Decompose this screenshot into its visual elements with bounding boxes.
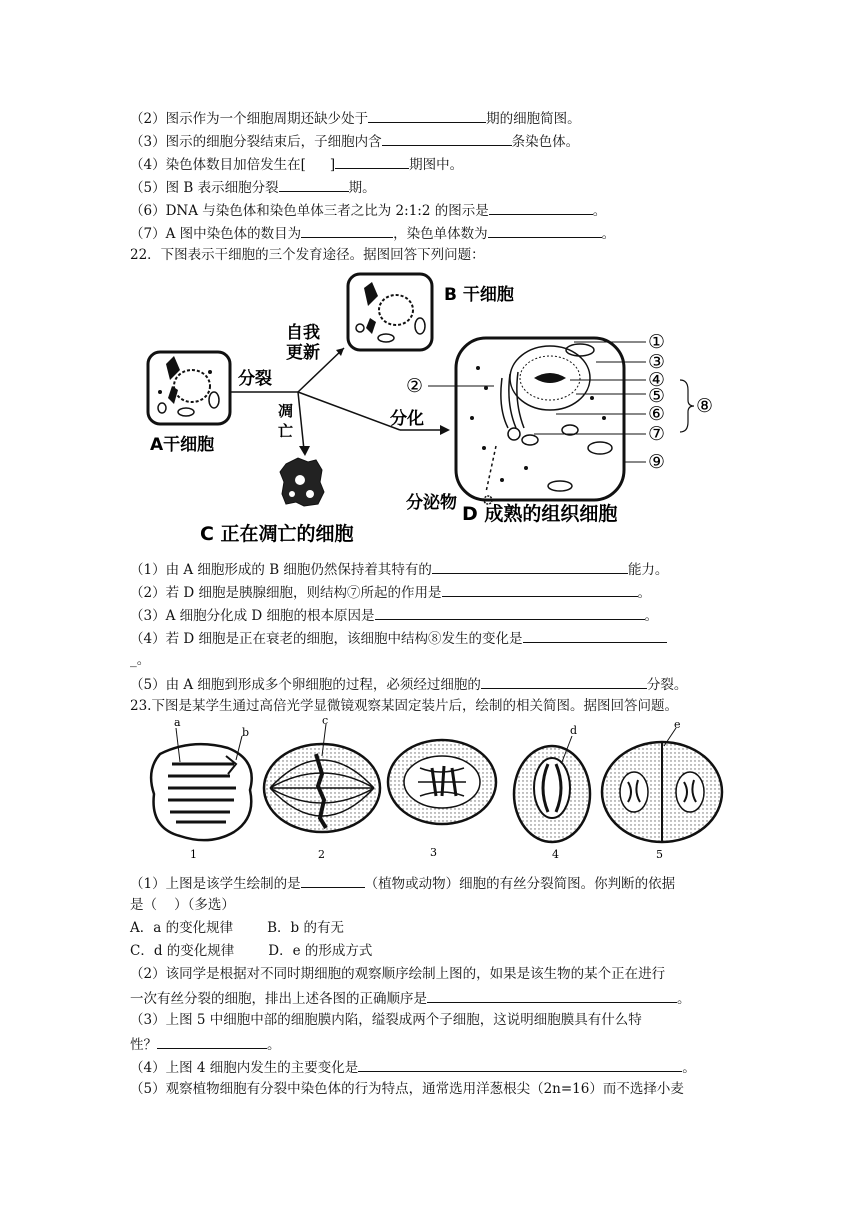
option-c[interactable]: C．d 的变化规律 [130,943,235,959]
answer-blank[interactable] [279,177,349,192]
q23-stem: 23.下图是某学生通过高倍光学显微镜观察某固定装片后，绘制的相关简图。据图回答问题。 [130,698,678,714]
marker-2: ② [406,375,424,397]
marker-6: ⑥ [648,403,666,425]
cell-b [348,274,432,350]
number-2: 2 [318,848,325,861]
q23-line-2a: （2）该同学是根据对不同时期细胞的观察顺序绘制上图的，如果是该生物的某个正在进行 [130,966,666,982]
answer-blank[interactable] [301,223,393,238]
cell-d-label: D 成熟的组织细胞 [462,503,618,525]
secretion-label: 分泌物 [406,493,457,513]
option-b[interactable]: B．b 的有无 [267,920,344,936]
cell-1 [151,728,252,840]
q23-line-4: （4）上图 4 细胞内发生的主要变化是 。 [130,1057,696,1077]
q22-line-4b: _。 [130,652,151,668]
cell-4 [514,736,590,842]
q21-line-5: （5）图 B 表示细胞分裂 期。 [130,177,376,197]
q23-option-row-2 [130,942,372,960]
cell-c-label: C 正在凋亡的细胞 [200,523,354,545]
marker-3: ③ [648,351,666,373]
q23-option-row-1 [130,919,344,937]
answer-blank[interactable] [368,108,486,123]
answer-blank[interactable] [358,1057,682,1072]
answer-blank[interactable] [489,200,593,215]
q21-line-3: （3）图示的细胞分裂结束后，子细胞内含 条染色体。 [130,131,579,151]
q22-line-3: （3）A 细胞分化成 D 细胞的根本原因是 。 [130,605,658,625]
q22-line-1: （1）由 A 细胞形成的 B 细胞仍然保持着其特有的 能力。 [130,559,668,579]
cell-3 [388,740,496,824]
letter-c: c [322,716,329,727]
marker-8: ⑧ [696,395,714,417]
cell-2 [264,724,380,832]
number-1: 1 [190,848,197,861]
answer-blank[interactable] [375,605,645,620]
q23-line-1b: 是（ ）（多选） [130,897,235,913]
cell-5 [602,728,722,842]
q22-stem: 22．下图表示干细胞的三个发育途径。据图回答下列问题： [130,247,485,263]
answer-blank[interactable] [442,582,638,597]
cell-a-label: A干细胞 [150,435,215,455]
q23-line-3b: 性？ 。 [130,1034,281,1054]
answer-blank[interactable] [335,154,409,169]
q21-line-6: （6）DNA 与染色体和染色单体三者之比为 2:1:2 的图示是 。 [130,200,606,220]
q22-line-4: （4）若 D 细胞是正在衰老的细胞，该细胞中结构⑧发生的变化是 [130,628,667,648]
q23-line-3a: （3）上图 5 中细胞中部的细胞膜内陷，缢裂成两个子细胞，这说明细胞膜具有什么特 [130,1012,642,1028]
q21-line-7: （7）A 图中染色体的数目为 ，染色单体数为 。 [130,223,615,243]
stem-cell-diagram [130,268,740,550]
marker-1: ① [648,331,666,353]
renew-label-1: 自我 [286,323,320,343]
number-4: 4 [552,848,559,861]
answer-blank[interactable] [432,559,628,574]
q23-line-2b: 一次有丝分裂的细胞，排出上述各图的正确顺序是 。 [130,988,691,1008]
q23-line-1a: （1）上图是该学生绘制的是 （植物或动物）细胞的有丝分裂简图。你判断的依据 [130,873,675,893]
mitosis-diagram [130,716,730,866]
option-a[interactable]: A．a 的变化规律 [130,920,234,936]
split-label: 分裂 [238,369,272,389]
cell-d [456,338,624,504]
number-3: 3 [430,846,437,859]
answer-blank[interactable] [488,223,602,238]
answer-blank[interactable] [301,873,365,888]
diff-label: 分化 [390,409,424,429]
apoptosis-label-2: 亡 [278,422,294,440]
option-d[interactable]: D．e 的形成方式 [268,943,373,959]
cell-b-label: B 干细胞 [444,285,514,305]
cell-a [148,352,230,424]
q21-line-2: （2）图示作为一个细胞周期还缺少处于 期的细胞简图。 [130,108,581,128]
letter-e: e [674,718,681,731]
letter-d: d [570,724,578,737]
q21-line-4: （4）染色体数目加倍发生在[ ] 期图中。 [130,154,463,174]
letter-b: b [242,726,250,739]
marker-5: ⑤ [648,385,666,407]
letter-a: a [174,716,181,729]
apoptosis-label-1: 凋 [278,402,294,420]
renew-label-2: 更新 [286,343,320,363]
answer-blank[interactable] [157,1034,267,1049]
q22-line-2: （2）若 D 细胞是胰腺细胞，则结构⑦所起的作用是 。 [130,582,651,602]
answer-blank[interactable] [481,674,647,689]
marker-9: ⑨ [648,451,666,473]
marker-4: ④ [648,369,666,391]
answer-blank[interactable] [382,131,512,146]
cell-c [280,458,324,506]
answer-blank[interactable] [427,988,677,1003]
number-5: 5 [656,848,663,861]
q23-line-5: （5）观察植物细胞有分裂中染色体的行为特点，通常选用洋葱根尖（2n=16）而不选择小麦 [130,1081,684,1097]
q22-line-5: （5）由 A 细胞到形成多个卵细胞的过程，必须经过细胞的 分裂。 [130,674,687,694]
answer-blank[interactable] [523,628,667,643]
marker-7: ⑦ [648,423,666,445]
